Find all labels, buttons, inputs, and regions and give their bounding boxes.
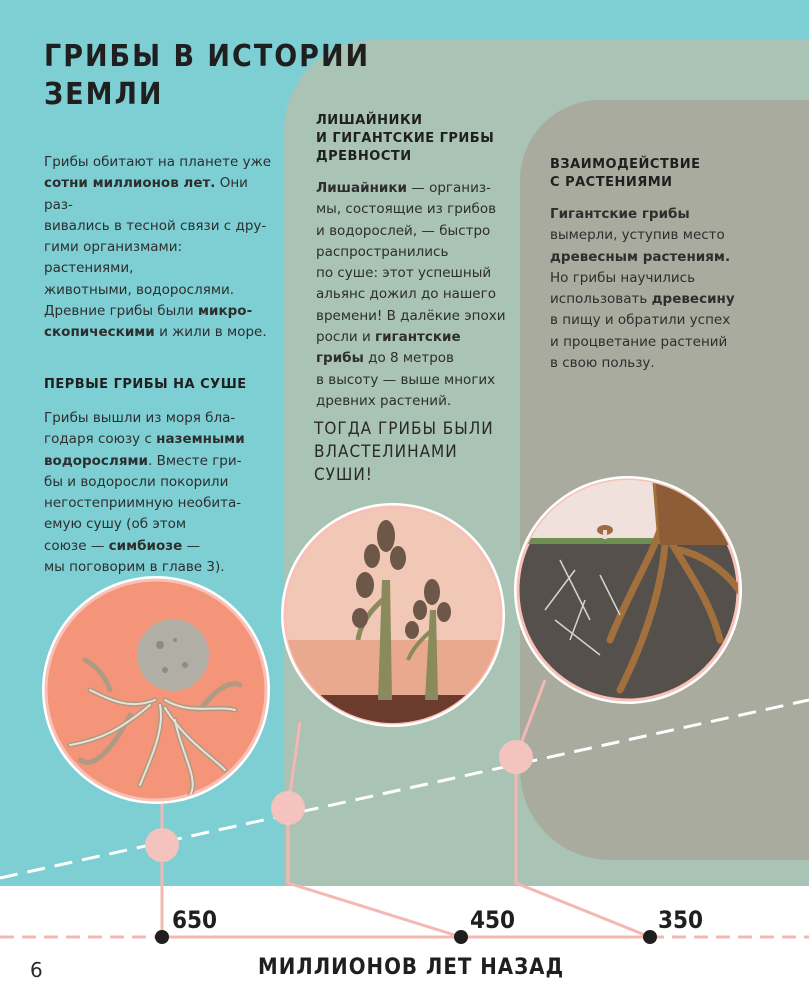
- tree-roots-illustration: [514, 470, 745, 704]
- node-450: [271, 791, 305, 825]
- page-title: ГРИБЫ В ИСТОРИИ ЗЕМЛИ: [44, 39, 371, 112]
- connector-350: [516, 757, 650, 937]
- spore-illustration: [42, 576, 270, 804]
- dot-650: [155, 930, 169, 944]
- year-label-450: 450: [470, 906, 516, 934]
- year-label-650: 650: [172, 906, 218, 934]
- first-fungi-paragraph: Грибы вышли из моря бла- годаря союзу с наземными водорослями. Вместе гри- бы и водоросли покорили негостеприимную необита- емую сушу (об этом союзе — симбиозе — мы поговорим в главе 3).: [44, 410, 245, 576]
- plants-paragraph: Гигантские грибы вымерли, уступив место древесным растениям. Но грибы научились использовать древесину в пищу и обратили успех и процветание растений в свою пользу.: [550, 206, 735, 372]
- connector-450: [288, 808, 461, 937]
- node-350: [499, 740, 533, 774]
- giant-fungi-illustration: [280, 503, 510, 735]
- page-number: 6: [30, 958, 43, 982]
- timeline-caption: МИЛЛИОНОВ ЛЕТ НАЗАД: [258, 955, 565, 980]
- rulers-of-land-note: ТОГДА ГРИБЫ БЫЛИ ВЛАСТЕЛИНАМИ СУШИ!: [314, 419, 494, 485]
- dot-450: [454, 930, 468, 944]
- dot-350: [643, 930, 657, 944]
- intro-paragraph: Грибы обитают на планете уже сотни миллионов лет. Они раз- вивались в тесной связи с дру- гими организмами: растениями, животными, водорослями. Древние грибы были микро- скопическими и жили в море.: [44, 154, 272, 341]
- plants-heading: ВЗАИМОДЕЙСТВИЕ С РАСТЕНИЯМИ: [550, 157, 701, 190]
- lichens-heading: ЛИШАЙНИКИ И ГИГАНТСКИЕ ГРИБЫ ДРЕВНОСТИ: [316, 113, 495, 164]
- year-label-350: 350: [658, 906, 704, 934]
- node-650: [145, 828, 179, 862]
- lichens-paragraph: Лишайники — организ- мы, состоящие из грибов и водорослей, — быстро распространились по суше: этот успешный альянс дожил до нашего времени! В далёкие эпохи росли и гигантские грибы до 8 метров в высоту — выше многих древних растений.: [316, 180, 506, 409]
- first-fungi-heading: ПЕРВЫЕ ГРИБЫ НА СУШЕ: [44, 377, 247, 392]
